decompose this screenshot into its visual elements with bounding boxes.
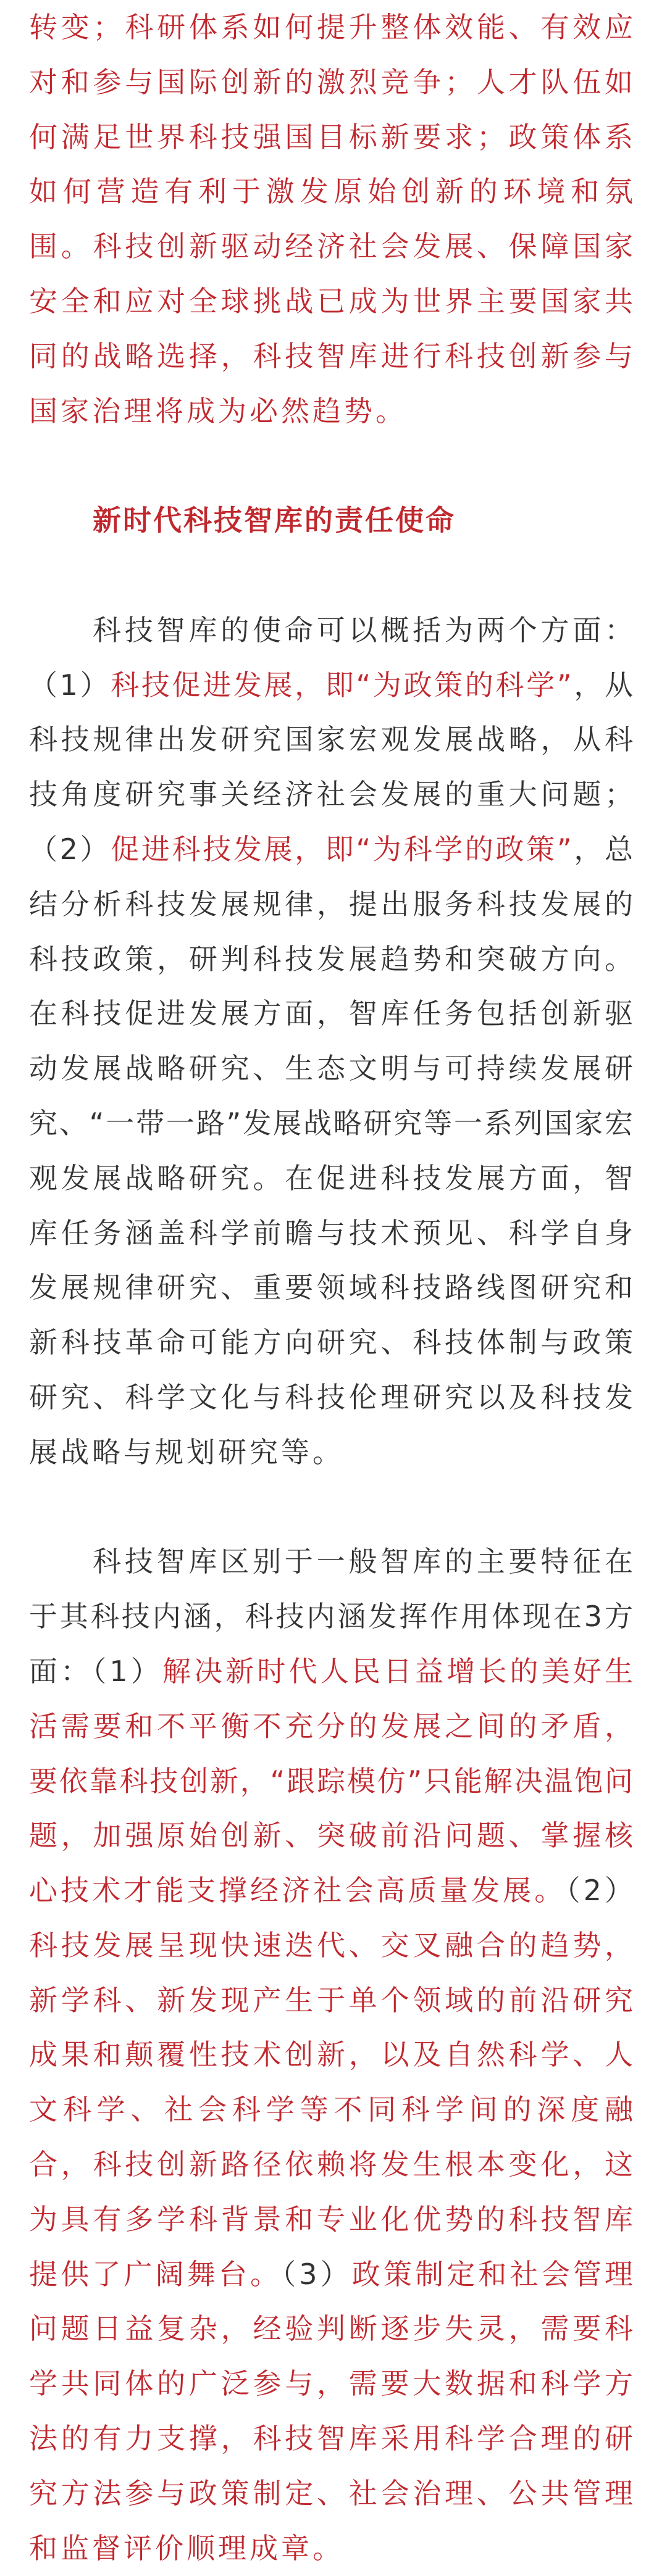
text-line (29, 2137, 633, 2192)
highlighted-text: 对和参与国际创新的激烈竞争；人才队伍如 (29, 65, 633, 99)
highlighted-text: 安全和应对全球挑战已成为世界主要国家共 (29, 284, 633, 318)
body-text: 于其科技内涵，科技内涵发挥作用体现在3方 (29, 1600, 633, 1634)
text-line (29, 2082, 633, 2137)
body-text: 研究、科学文化与科技伦理研究以及科技发 (29, 1380, 633, 1414)
text-line (29, 1589, 633, 1644)
body-text: 科技智库的使命可以概括为两个方面： (93, 613, 633, 647)
highlighted-text: 和监督评价顺理成章。 (29, 2531, 344, 2565)
highlighted-text: 新学科、新发现产生于单个领域的前沿研究 (29, 1983, 633, 2017)
text-line (29, 822, 633, 877)
text-line (29, 877, 633, 932)
body-text: 科技政策，研判科技发展趋势和突破方向。 (29, 942, 633, 976)
body-text: 库任务涵盖科学前瞻与技术预见、科学自身 (29, 1216, 633, 1250)
body-text: 技角度研究事关经济社会发展的重大问题； (29, 778, 633, 812)
body-text: 动发展战略研究、生态文明与可持续发展研 (29, 1052, 633, 1086)
highlighted-text: 何满足世界科技强国目标新要求；政策体系 (29, 120, 633, 154)
body-text: ，从 (571, 668, 633, 702)
text-line (29, 712, 633, 767)
body-text: 展战略与规划研究等。 (29, 1435, 344, 1469)
highlighted-text: 政策制定和社会管理 (351, 2257, 634, 2291)
body-text: 在科技促进发展方面，智库任务包括创新驱 (29, 997, 633, 1031)
highlighted-text: 如何营造有利于激发原始创新的环境和氛 (29, 175, 633, 209)
text-line (29, 2192, 633, 2247)
paragraph-spacing (0, 1480, 667, 1535)
text-line (29, 2521, 633, 2576)
text-line (29, 0, 633, 55)
text-line (29, 986, 633, 1041)
highlighted-text: 法的有力支撑，科技智库采用科学合理的研 (29, 2422, 633, 2456)
text-line (29, 603, 633, 658)
highlighted-text: 合，科技创新路径依赖将发生根本变化，这 (29, 2148, 633, 2182)
text-line (29, 1973, 633, 2028)
text-line (29, 1863, 633, 1918)
body-text: 新科技革命可能方向研究、科技体制与政策 (29, 1326, 633, 1360)
highlighted-text: 问题日益复杂，经验判断逐步失灵，需要科 (29, 2312, 633, 2346)
text-line (29, 2466, 633, 2521)
text-line (29, 1808, 633, 1863)
text-line (29, 384, 633, 439)
text-line (29, 1918, 633, 1973)
body-text: （1） (29, 668, 111, 702)
body-text: 究、“一带一路”发展战略研究等一系列国家宏 (29, 1106, 633, 1140)
paragraph (0, 0, 667, 438)
text-line (29, 1644, 633, 1699)
body-text: 科技智库区别于一般智库的主要特征在 (93, 1545, 633, 1579)
text-line (29, 55, 633, 110)
highlighted-text: 活需要和不平衡不充分的发展之间的矛盾， (29, 1709, 633, 1743)
text-line (29, 2356, 633, 2411)
text-line (29, 164, 633, 219)
paragraph (0, 603, 667, 1480)
highlighted-text: 究方法参与政策制定、社会治理、公共管理 (29, 2476, 633, 2510)
text-line (29, 274, 633, 329)
highlighted-text: 围。科技创新驱动经济社会发展、保障国家 (29, 230, 633, 264)
text-line (29, 1315, 633, 1370)
paragraph-spacing (0, 548, 667, 603)
text-line (29, 2027, 633, 2082)
text-line (29, 2301, 633, 2356)
paragraph (0, 1534, 667, 2575)
body-text: （2） (29, 832, 111, 866)
highlighted-text: 学共同体的广泛参与，需要大数据和科学方 (29, 2367, 633, 2401)
paragraph-spacing (0, 438, 667, 493)
highlighted-text: 转变；科研体系如何提升整体效能、有效应 (29, 10, 633, 44)
text-line (29, 1260, 633, 1315)
highlighted-text: 科技促进发展，即“为政策的科学” (111, 668, 572, 702)
highlighted-text: 同的战略选择，科技智库进行科技创新参与 (29, 339, 633, 373)
body-text: ，总 (571, 832, 633, 866)
highlighted-text: 成果和颠覆性技术创新，以及自然科学、人 (29, 2038, 633, 2072)
body-text: 发展规律研究、重要领域科技路线图研究和 (29, 1271, 633, 1305)
highlighted-text: 心技术才能支撑经济社会高质量发展。 (29, 1874, 566, 1908)
highlighted-text: 题，加强原始创新、突破前沿问题、掌握核 (29, 1819, 633, 1853)
text-line (29, 2411, 633, 2466)
text-line (29, 1041, 633, 1096)
body-text: 观发展战略研究。在促进科技发展方面，智 (29, 1161, 633, 1195)
text-line (29, 1425, 633, 1480)
text-line (29, 1370, 633, 1425)
body-text: 结分析科技发展规律，提出服务科技发展的 (29, 887, 633, 921)
body-text: （2） (566, 1874, 633, 1908)
text-line (29, 932, 633, 987)
text-line (29, 1534, 633, 1589)
text-line (29, 1206, 633, 1261)
text-line (29, 110, 633, 165)
text-line (29, 767, 633, 822)
highlighted-text: 要依靠科技创新，“跟踪模仿”只能解决温饱问 (29, 1764, 633, 1798)
body-text: （3） (282, 2257, 352, 2291)
highlighted-text: 提供了广阔舞台。 (29, 2257, 282, 2291)
body-text: 面：（1） (29, 1654, 162, 1688)
body-text: 科技规律出发研究国家宏观发展战略，从科 (29, 723, 633, 757)
text-line (29, 2247, 633, 2302)
text-line (29, 1699, 633, 1754)
highlighted-text: 为具有多学科背景和专业化优势的科技智库 (29, 2202, 633, 2236)
text-line (29, 1096, 633, 1151)
section-heading: 新时代科技智库的责任使命 (93, 504, 456, 538)
text-line (29, 1754, 633, 1809)
text-line (29, 658, 633, 713)
text-line (29, 329, 633, 384)
text-line (29, 1151, 633, 1206)
highlighted-text: 国家治理将成为必然趋势。 (29, 394, 407, 428)
highlighted-text: 促进科技发展，即“为科学的政策” (111, 832, 572, 866)
highlighted-text: 文科学、社会科学等不同科学间的深度融 (29, 2093, 633, 2127)
highlighted-text: 科技发展呈现快速迭代、交叉融合的趋势， (29, 1928, 633, 1962)
highlighted-text: 解决新时代人民日益增长的美好生 (162, 1654, 633, 1688)
text-line (29, 219, 633, 274)
